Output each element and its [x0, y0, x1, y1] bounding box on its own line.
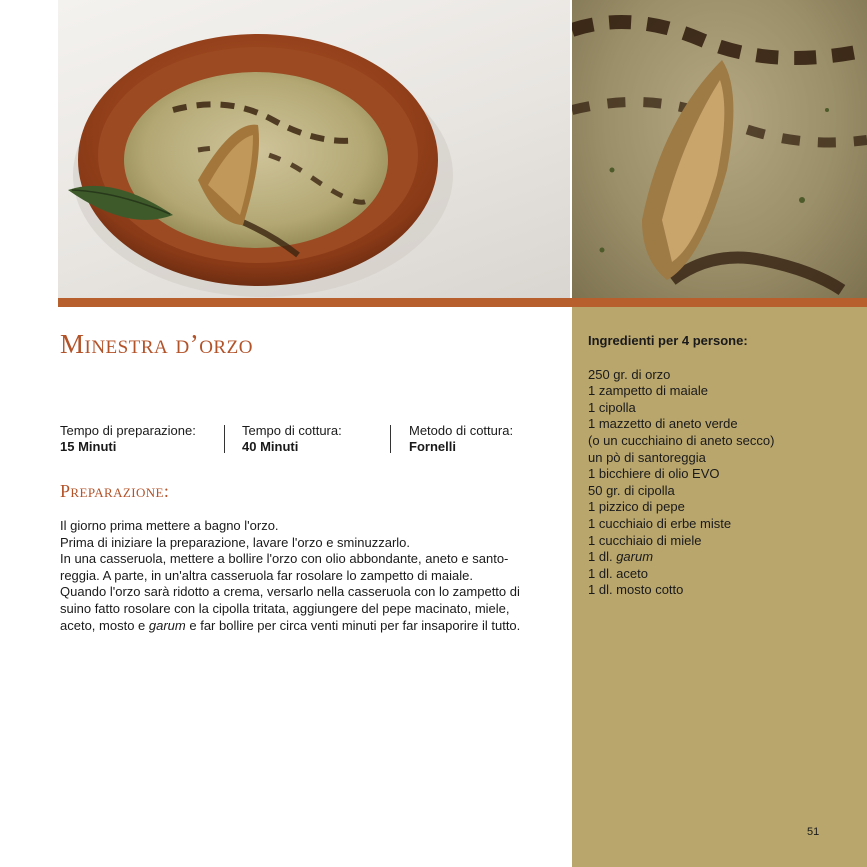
prep-text: e far bollire per circa venti minuti per far insaporire il tutto. — [185, 617, 521, 633]
meta-cook-method-label: Metodo di cottura: — [409, 423, 514, 438]
soup-closeup-photo — [572, 0, 867, 298]
ingredient-item: 1 dl. aceto — [588, 565, 648, 581]
prep-line — [60, 618, 554, 635]
ingredients-list — [588, 367, 853, 599]
prep-line: reggia. A parte, in un'altra casseruola far rosolare lo zampetto di maiale. — [60, 567, 473, 583]
recipe-title: Minestra d’orzo — [60, 329, 253, 359]
ingredient-item: 1 cucchiaio di miele — [588, 532, 702, 548]
ingredient-item: 1 mazzetto di aneto verde — [588, 416, 738, 432]
meta-cook-time-label: Tempo di cottura: — [242, 423, 342, 438]
ingredient-item: 1 pizzico di pepe — [588, 499, 685, 515]
meta-cook-method-value: Fornelli — [409, 439, 456, 454]
ingredient-item: 250 gr. di orzo — [588, 366, 671, 382]
ingredient-item — [588, 549, 853, 566]
garum-emphasis: garum — [616, 549, 654, 565]
meta-cook-time-value: 40 Minuti — [242, 439, 299, 454]
meta-cook-method — [409, 423, 513, 455]
ingredient-text: 1 dl. — [588, 549, 617, 565]
prep-line: Il giorno prima mettere a bagno l'orzo. — [60, 518, 279, 533]
ingredient-item: 1 dl. mosto cotto — [588, 582, 684, 598]
recipe-meta — [60, 423, 560, 455]
ingredient-item: 1 zampetto di maiale — [588, 383, 708, 399]
meta-divider — [224, 425, 225, 453]
prep-text: aceto, mosto e — [60, 617, 149, 633]
meta-prep-time-value: 15 Minuti — [60, 439, 117, 454]
meta-divider — [390, 425, 391, 453]
soup-closeup-illustration — [572, 0, 867, 298]
soup-bowl-illustration — [58, 0, 570, 298]
ingredient-item: 50 gr. di cipolla — [588, 482, 675, 498]
page-number: 51 — [807, 826, 820, 838]
meta-prep-time-label: Tempo di preparazione: — [60, 423, 196, 438]
ingredient-item: 1 bicchiere di olio EVO — [588, 466, 720, 482]
soup-bowl-photo — [58, 0, 570, 298]
ingredients-panel — [588, 333, 853, 599]
meta-prep-time — [60, 423, 196, 455]
ingredient-item: un pò di santoreggia — [588, 449, 706, 465]
ingredients-heading: Ingredienti per 4 persone: — [588, 333, 748, 348]
prep-line: Quando l'orzo sarà ridotto a crema, versarlo nella casseruola con lo zampetto di — [60, 584, 520, 600]
prep-line: Prima di iniziare la preparazione, lavare l'orzo e sminuzzarlo. — [60, 534, 411, 550]
meta-cook-time — [242, 423, 342, 455]
prep-line: suino fatto rosolare con la cipolla tritata, aggiungere del pepe macinato, miele, — [60, 600, 510, 616]
garum-emphasis: garum — [148, 617, 186, 633]
ingredient-item: 1 cucchiaio di erbe miste — [588, 515, 732, 531]
preparation-heading: Preparazione: — [60, 481, 170, 501]
decorative-band — [58, 298, 867, 307]
preparation-text — [60, 518, 554, 634]
prep-line: In una casseruola, mettere a bollire l'orzo con olio abbondante, aneto e santo- — [60, 551, 509, 567]
ingredient-item: 1 cipolla — [588, 399, 636, 415]
ingredient-item: (o un cucchiaino di aneto secco) — [588, 432, 775, 448]
